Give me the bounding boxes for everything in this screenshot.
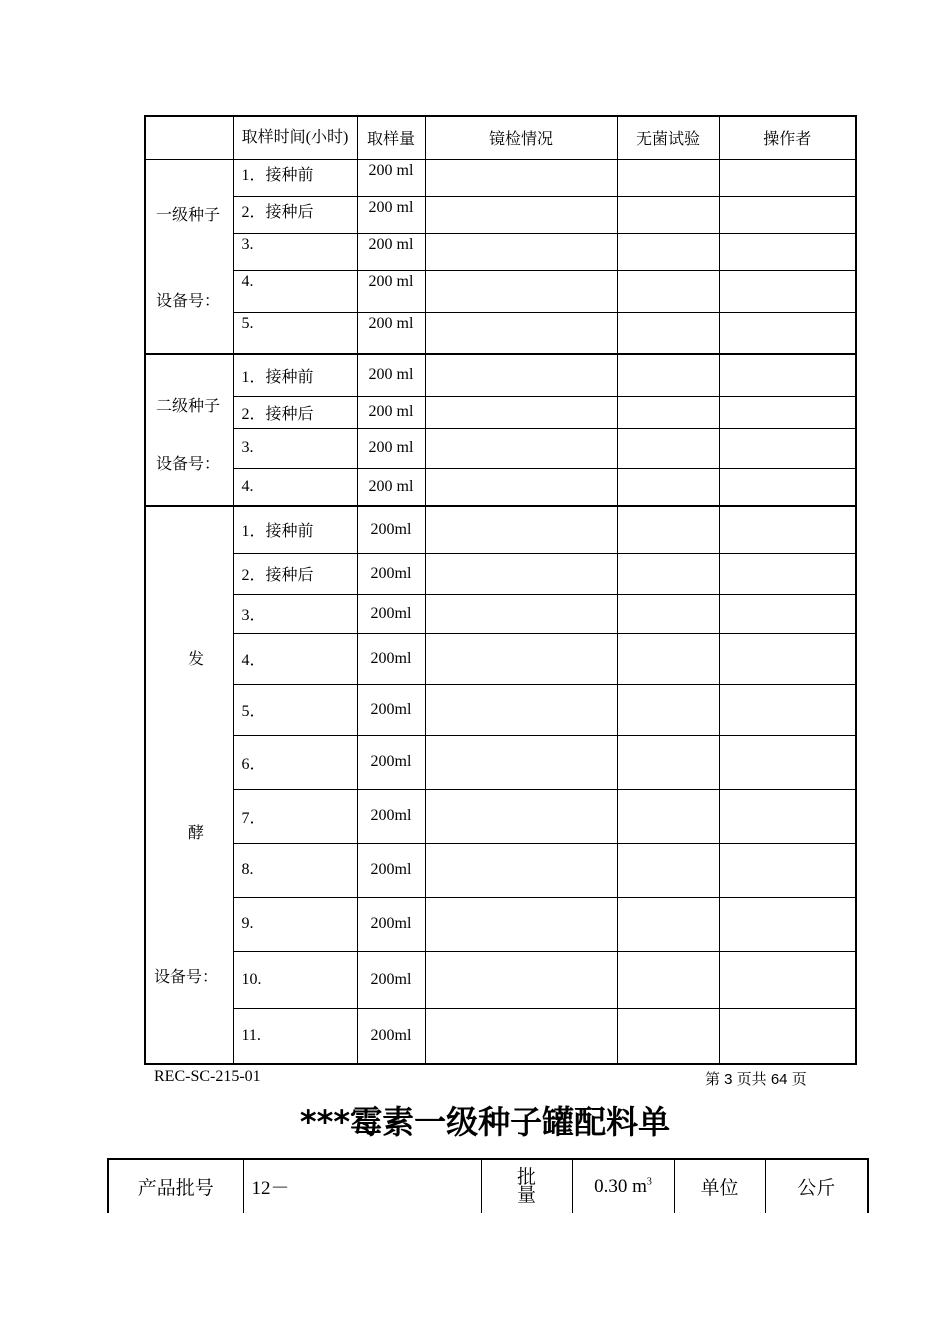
operator-cell[interactable] — [719, 468, 856, 506]
ferment-step-10: 10. — [233, 951, 357, 1008]
ferment-step-8: 8. — [233, 843, 357, 897]
header-sterility: 无菌试验 — [617, 116, 719, 159]
table-row — [145, 843, 856, 897]
ferment-volume-4: 200ml — [357, 633, 425, 684]
operator-cell[interactable] — [719, 506, 856, 553]
ferment-step-2: 2．接种后 — [233, 553, 357, 594]
ferment-step-1: 1．接种前 — [233, 506, 357, 553]
sterility-cell[interactable] — [617, 159, 719, 196]
table-row — [145, 506, 856, 553]
stage2-step-4: 4. — [233, 468, 357, 506]
header-sample-volume: 取样量 — [357, 116, 425, 159]
operator-cell[interactable] — [719, 233, 856, 270]
sterility-cell[interactable] — [617, 1008, 719, 1064]
stage1-volume-2: 200 ml — [357, 196, 425, 233]
ferment-volume-6: 200ml — [357, 735, 425, 789]
sampling-record-table — [144, 115, 857, 1065]
header-row — [145, 116, 856, 159]
ferment-volume-1: 200ml — [357, 506, 425, 553]
microscopy-cell[interactable] — [425, 354, 617, 396]
microscopy-cell[interactable] — [425, 594, 617, 633]
ferment-volume-8: 200ml — [357, 843, 425, 897]
unit-value: 公斤 — [765, 1159, 868, 1213]
operator-cell[interactable] — [719, 196, 856, 233]
sterility-cell[interactable] — [617, 553, 719, 594]
ferment-step-11: 11. — [233, 1008, 357, 1064]
sterility-cell[interactable] — [617, 468, 719, 506]
ferment-step-3: 3． — [233, 594, 357, 633]
sterility-cell[interactable] — [617, 684, 719, 735]
stage2-equipment-label: 设备号： — [156, 456, 221, 473]
table-row — [145, 897, 856, 951]
unit-label: 单位 — [674, 1159, 765, 1213]
stage1-step-3: 3. — [233, 233, 357, 270]
microscopy-cell[interactable] — [425, 633, 617, 684]
table-row — [145, 354, 856, 396]
table-row — [145, 468, 856, 506]
ferment-step-9: 9. — [233, 897, 357, 951]
ferment-volume-11: 200ml — [357, 1008, 425, 1064]
operator-cell[interactable] — [719, 1008, 856, 1064]
operator-cell[interactable] — [719, 428, 856, 468]
stage2-volume-2: 200 ml — [357, 396, 425, 428]
operator-cell[interactable] — [719, 684, 856, 735]
sterility-cell[interactable] — [617, 594, 719, 633]
stage2-step-3: 3. — [233, 428, 357, 468]
microscopy-cell[interactable] — [425, 789, 617, 843]
sterility-cell[interactable] — [617, 735, 719, 789]
table-row — [145, 553, 856, 594]
page-info: 第 3 页共 64 页 — [705, 1071, 807, 1088]
table-row — [145, 735, 856, 789]
stage1-volume-1: 200 ml — [357, 159, 425, 196]
stage1-step-1: 1．接种前 — [233, 159, 357, 196]
microscopy-cell[interactable] — [425, 233, 617, 270]
stage1-volume-4: 200 ml — [357, 270, 425, 312]
operator-cell[interactable] — [719, 789, 856, 843]
operator-cell[interactable] — [719, 354, 856, 396]
microscopy-cell[interactable] — [425, 396, 617, 428]
batch-volume-unit-sup: 3 — [646, 1176, 652, 1188]
ferment-step-5: 5． — [233, 684, 357, 735]
stage2-volume-1: 200 ml — [357, 354, 425, 396]
stage1-volume-5: 200 ml — [357, 312, 425, 354]
ferment-equipment-label: 设备号： — [154, 969, 219, 986]
batch-info-table — [107, 1158, 869, 1213]
header-operator: 操作者 — [719, 116, 856, 159]
microscopy-cell[interactable] — [425, 1008, 617, 1064]
stage1-step-4: 4. — [233, 270, 357, 312]
ferment-volume-9: 200ml — [357, 897, 425, 951]
batch-volume-value: 0.30 m — [594, 1175, 647, 1197]
ferment-volume-10: 200ml — [357, 951, 425, 1008]
table-row — [145, 684, 856, 735]
ferment-volume-7: 200ml — [357, 789, 425, 843]
sterility-cell[interactable] — [617, 897, 719, 951]
microscopy-cell[interactable] — [425, 843, 617, 897]
ferment-volume-2: 200ml — [357, 553, 425, 594]
stage2-label-cell — [145, 354, 233, 506]
ferment-label-1: 发 — [188, 651, 205, 668]
microscopy-cell[interactable] — [425, 735, 617, 789]
header-sample-time: 取样时间(小时) — [233, 116, 357, 159]
stage2-volume-3: 200 ml — [357, 428, 425, 468]
batch-volume-label-text: 批量 — [516, 1166, 536, 1206]
sterility-cell[interactable] — [617, 354, 719, 396]
sterility-cell[interactable] — [617, 270, 719, 312]
table-row — [145, 633, 856, 684]
stage2-label: 二级种子 — [156, 398, 221, 415]
stage1-step-5: 5. — [233, 312, 357, 354]
ferment-step-7: 7． — [233, 789, 357, 843]
form-title: ***霉素一级种子罐配料单 — [299, 1103, 671, 1141]
operator-cell[interactable] — [719, 312, 856, 354]
table-row — [145, 312, 856, 354]
table-row — [145, 396, 856, 428]
microscopy-cell[interactable] — [425, 428, 617, 468]
table-row — [145, 951, 856, 1008]
table-row — [145, 233, 856, 270]
sterility-cell[interactable] — [617, 312, 719, 354]
sterility-cell[interactable] — [617, 789, 719, 843]
stage1-label-cell — [145, 159, 233, 354]
microscopy-cell[interactable] — [425, 897, 617, 951]
sterility-cell[interactable] — [617, 843, 719, 897]
microscopy-cell[interactable] — [425, 159, 617, 196]
microscopy-cell[interactable] — [425, 270, 617, 312]
stage1-label: 一级种子 — [156, 206, 221, 224]
microscopy-cell[interactable] — [425, 312, 617, 354]
table-row — [145, 428, 856, 468]
operator-cell[interactable] — [719, 897, 856, 951]
ferment-label-cell — [145, 506, 233, 1064]
product-batch-label: 产品批号 — [108, 1159, 243, 1213]
operator-cell[interactable] — [719, 735, 856, 789]
stage2-step-2: 2．接种后 — [233, 396, 357, 428]
operator-cell[interactable] — [719, 633, 856, 684]
sterility-cell[interactable] — [617, 506, 719, 553]
sterility-cell[interactable] — [617, 428, 719, 468]
ferment-volume-5: 200ml — [357, 684, 425, 735]
operator-cell[interactable] — [719, 951, 856, 1008]
ferment-step-6: 6． — [233, 735, 357, 789]
sterility-cell[interactable] — [617, 233, 719, 270]
microscopy-cell[interactable] — [425, 468, 617, 506]
table-row — [145, 1008, 856, 1064]
table-row — [145, 270, 856, 312]
stage2-volume-4: 200 ml — [357, 468, 425, 506]
stage1-equipment-label: 设备号： — [156, 292, 221, 310]
table-row — [145, 159, 856, 196]
table-row — [145, 789, 856, 843]
sterility-cell[interactable] — [617, 396, 719, 428]
operator-cell[interactable] — [719, 270, 856, 312]
sterility-cell[interactable] — [617, 196, 719, 233]
microscopy-cell[interactable] — [425, 951, 617, 1008]
microscopy-cell[interactable] — [425, 553, 617, 594]
microscopy-cell[interactable] — [425, 506, 617, 553]
microscopy-cell[interactable] — [425, 684, 617, 735]
sterility-cell[interactable] — [617, 951, 719, 1008]
batch-volume-label — [481, 1159, 572, 1213]
operator-cell[interactable] — [719, 159, 856, 196]
operator-cell[interactable] — [719, 843, 856, 897]
operator-cell[interactable] — [719, 396, 856, 428]
product-batch-field[interactable]: 12－ — [243, 1159, 481, 1213]
table-row — [145, 594, 856, 633]
sterility-cell[interactable] — [617, 633, 719, 684]
header-microscopy: 镜检情况 — [425, 116, 617, 159]
header-blank-cell — [145, 116, 233, 159]
stage1-step-2: 2．接种后 — [233, 196, 357, 233]
batch-info-row — [108, 1159, 868, 1213]
batch-volume-field[interactable] — [572, 1159, 674, 1213]
stage2-step-1: 1．接种前 — [233, 354, 357, 396]
ferment-volume-3: 200ml — [357, 594, 425, 633]
operator-cell[interactable] — [719, 594, 856, 633]
table-row — [145, 196, 856, 233]
operator-cell[interactable] — [719, 553, 856, 594]
ferment-step-4: 4． — [233, 633, 357, 684]
stage1-volume-3: 200 ml — [357, 233, 425, 270]
microscopy-cell[interactable] — [425, 196, 617, 233]
ferment-label-2: 酵 — [188, 825, 205, 842]
doc-code: REC-SC-215-01 — [154, 1068, 261, 1085]
